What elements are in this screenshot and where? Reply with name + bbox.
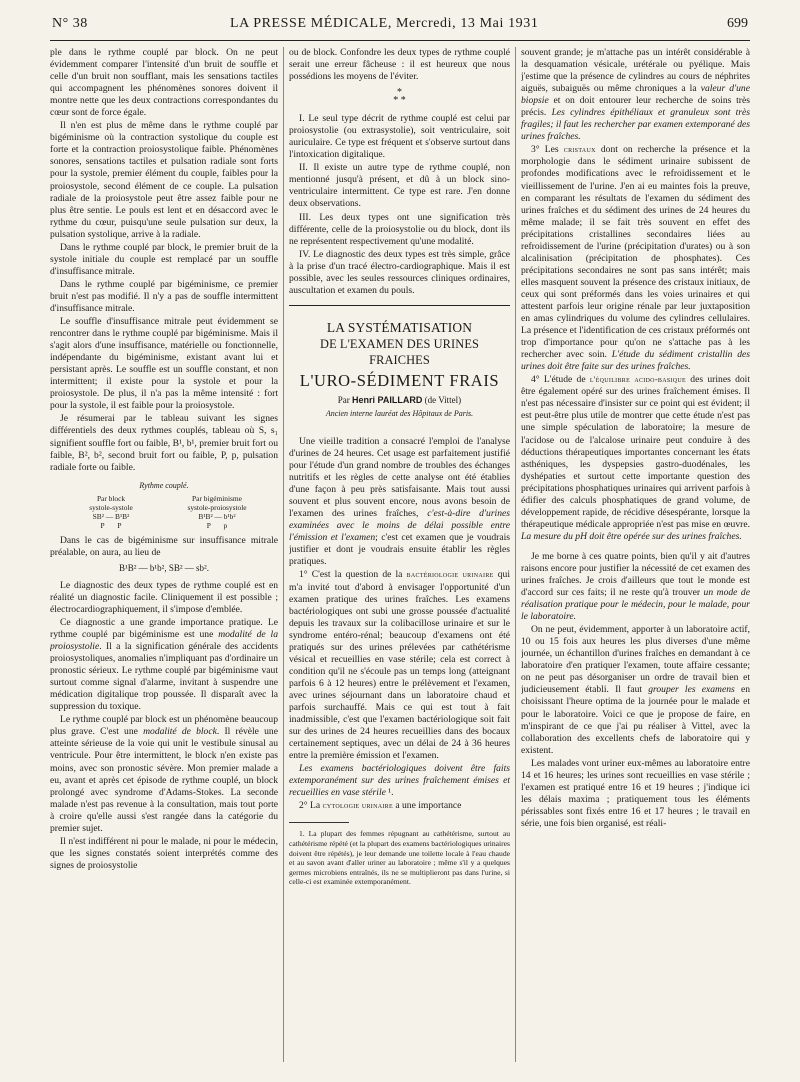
spacer: [521, 543, 750, 551]
paragraph: [289, 436, 510, 569]
table-head: Par bigéminisme: [192, 493, 242, 503]
table-head: Par block: [96, 493, 126, 503]
text-run: Ce diagnostic a une grande importance pratique. Le rythme couplé par bigéminisme est une: [50, 616, 278, 641]
text-run: 3° Les: [531, 144, 564, 156]
small-caps-term: bactériologie urinaire: [406, 570, 494, 580]
emphasis: c'est-à-dire d'urines examinées avec le moins de délai possible entre l'émission et l'examen: [289, 508, 510, 544]
page-header: [50, 14, 750, 41]
text-run: des urines doit être également opéré sur des urines fraîchement émises. Il n'est pas nécessaire d'insister sur ce point qui est évident; il est peut-être plus utile de montrer que cette étude n'est pas une simple spéculation de laboratoire; la mesure de l'acidose ou de l'alcalose urinaire peut conduire à des déductions thérapeutiques importantes concernant les états asthéniques, les dyspepsies gastro-duodénales, les dyshépaties et surtout cette importante question des précipitations phosphatiques urinaires qui arrivent parfois à édifier des calculs phosphatiques de grand volume, de développement rapide, de récidive désespérante, lorsque la thérapeutique médicale appropriée n'est pas mise en œuvre.: [521, 374, 750, 530]
emphasis: modalité de la proiosystolie: [50, 629, 278, 653]
article-subtitle: L'URO-SÉDIMENT FRAIS: [299, 370, 500, 390]
footnote-ref: ¹.: [385, 787, 394, 799]
small-caps-term: cristaux: [563, 145, 596, 155]
journal-title: LA PRESSE MÉDICALE, Mercredi, 13 Mai 1931: [230, 16, 539, 31]
text-run: a une importance: [392, 800, 462, 812]
text-columns: [50, 47, 750, 1067]
column-right: [521, 47, 750, 1067]
paragraph: Il n'en est plus de même dans le rythme couplé par bigéminisme où la contraction systolique du couple est forte et la contraction proiosystolique faible. Phénomènes sonores, sensations tactiles et pulsation radiale sont forts pour la systole, premier élément du couple, faibles pour la proiosystole, second élément de ce couple. La pulsation radiale de la proiosystole peut être assez faible pour ne plus être sentie. Le pouls est lent et en désaccord avec le rythme du cœur, puisqu'une seule pulsation sur deux, la pulsation systolique, arrive à la radiale.: [50, 120, 278, 240]
paragraph: ple dans le rythme couplé par block. On ne peut évidemment comparer l'intensité d'un bruit de souffle et celle d'un bruit non soufflant, mais les sensations tactiles qui accompagnent les phénomènes sonores doivent il montre nette que les deux contractions correspondantes du cœur sont de force égale.: [50, 47, 278, 119]
byline-prefix: Par: [337, 394, 353, 405]
table-column-bigeminisme: [164, 494, 270, 530]
text-run: 2° La: [299, 800, 323, 812]
paragraph: [289, 569, 510, 762]
emphasis: valeur d'une biopsie: [521, 83, 750, 107]
emphasis: La mesure du pH doit être opérée sur des urines fraîches.: [521, 530, 742, 542]
footnote-rule: [289, 822, 349, 823]
text-run: qui m'a invité tout d'abord à envisager l'opportunité d'un examen pratique des urines fraîches. Les examens bactériologiques ont subi une grosse poussée d'actualité depuis les travaux sur la colibacillose urinaire et sur le syndrome entéro-rénal; beaucoup d'examens ont été pratiqués sur des urines prélevées par cathétérisme vésical et recueillies en vase stérile; cela est correct à condition qu'il ne s'écoule pas un temps long (atteignant parfois 6 à 12 heures) entre le prélèvement et l'examen, avec urines séjournant dans un laboratoire chaud et parfois surchauffé. Mais ce qui est tout à fait inadmissible, c'est que l'examen bactériologique soit fait sur des urines de 24 heures recueillies dans des bocaux certainement septiques, avec un délai de 24 à 36 heures entre la première émission et l'examen.: [289, 569, 510, 762]
table-subhead: systole-proiosystole: [187, 502, 247, 512]
paragraph: Le diagnostic des deux types de rythme couplé est en réalité un diagnostic facile. Cliniquement il est possible ; électrocardiographiquement, il s'impose d'emblée.: [50, 579, 278, 615]
table-cell: P p: [206, 520, 228, 530]
conclusion-item: II. Il existe un autre type de rythme couplé, non mentionné jusqu'à présent, et dû à un block sino-ventriculaire intermittent. Ce type est rare. J'en donne deux observations.: [289, 162, 510, 210]
text-run: 4° L'étude de: [531, 374, 590, 386]
section-separator: [289, 89, 510, 105]
text-run: Je me borne à ces quatre points, bien qu'il y ait d'autres raisons encore pour justifier la nécessité de cet examen des urines fraîches. Je crois d'ailleurs que tout le monde est d'accord sur ces faits; il ne reste qu'à trouver: [521, 550, 750, 599]
paragraph: Les malades vont uriner eux-mêmes au laboratoire entre 14 et 16 heures; les urines sont recueillies en vase stérile ; l'examen est pratiqué entre 16 et 19 heures ; j'indique ici les délais maxima ; pratiquement tous les éléments périssables sont fixés entre 16 et 17 heures ; le travail en série, une fois bien organisé, est réali-: [521, 757, 750, 829]
paragraph: [521, 144, 750, 373]
paragraph: Le souffle d'insuffisance mitrale peut évidemment se rencontrer dans le rythme couplé par bigéminisme. Mais il s'agit alors d'une insuffisance, matérielle ou fonctionnelle, indépendante du bigéminisme, existant avant lui et persistant après. Le souffle est un souffle constant, et non intermittent; il existe pour la systole et pour la proiosystole. De plus, il n'a pas la même intensité : fort pour la systole, il est faible pour la proiosystole.: [50, 316, 278, 412]
newspaper-page: [50, 14, 750, 1074]
paragraph: [289, 800, 510, 812]
paragraph: [521, 47, 750, 143]
article-heading: [289, 305, 510, 420]
column-divider: [515, 47, 516, 1062]
text-run: en choisissant l'heure optima de la journée pour le malade et pour le laboratoire. Voici ce que je propose de faire, en m'inspirant de ce que j'ai pu réaliser à Vittel, avec la collaboration des excellents chefs de laboratoire qui y existent.: [521, 684, 750, 756]
author-affiliation: Ancien interne lauréat des Hôpitaux de Paris.: [325, 408, 474, 418]
footnote: 1. La plupart des femmes répugnant au cathétérisme, surtout au cathétérisme répété (et la plupart des examens bactériologiques urinaires doivent être répétés), je leur demande une toilette locale à l'eau chaude et au savon avant d'aller uriner au laboratoire ; même s'il y a quelques germes microbiens entraînés, ils ne se multiplieront pas dans l'urine, si celle-ci est examinée extemporanément.: [289, 829, 510, 887]
emphasis: L'étude du sédiment cristallin des urines doit être faite sur des urines fraîches.: [521, 349, 750, 373]
table-title: Rythme couplé.: [139, 480, 189, 490]
star-mark: *: [397, 87, 402, 99]
byline-place: (de Vittel): [422, 394, 462, 405]
column-divider: [283, 47, 284, 1062]
emphasis: un mode de réalisation pratique pour le médecin, pour le malade, pour le laboratoire.: [521, 587, 750, 623]
star-mark: * *: [393, 95, 406, 107]
text-run: et on doit entourer leur recherche de soins très précis.: [521, 95, 750, 119]
text-run: . Il a la signification générale des accidents proiosystoliques, anomalies n'impliquant pas d'ordinaire un pronostic sérieux. Le rythme couplé par bigéminisme vaut surtout comme signal d'alarme, invitant à suspendre une médication digitalique trop poussée. Il disparaît avec la suppression du toxique.: [50, 641, 278, 713]
small-caps-term: cytologie urinaire: [322, 801, 393, 811]
paragraph: Dans le rythme couplé par block, le premier bruit de la systole initiale du couple est remplacé par un souffle d'insuffisance mitrale.: [50, 241, 278, 277]
byline: [289, 394, 510, 406]
conclusion-item: I. Le seul type décrit de rythme couplé est celui par proiosystolie (ou extrasystolie), soit ventriculaire, soit auriculaire. Ce type est fréquent et s'observe surtout dans l'intoxication digitalique.: [289, 113, 510, 161]
column-middle: [289, 47, 510, 1067]
table-subhead: systole-systole: [89, 502, 133, 512]
text-run: souvent grande; je m'attache pas un intérêt considérable à la desquamation vésicale, urétérale ou pyélique. Mais j'estime que la présence de cylindres au cours de néphrites aiguës, subaiguës ou même chroniques a la: [521, 47, 750, 95]
text-run: dont on recherche la présence et la morphologie dans le sédiment urinaire subissent de profondes modifications avec le refroidissement et le vieillissement de l'urine. J'en ai eu maintes fois la preuve, en comparant les résultats de l'examen du sédiment des urines fraîches et du sédiment des urines de 24 heures du même malade; il se fait très souvent en effet des précipitations cristallines secondaires liées au refroidissement de l'urine (précipitation d'urates) ou à son alcalinisation (précipitation de phosphates). Ces précipitations secondaires ne sont pas sans intérêt; mais elles masquent souvent la présence des cristaux initiaux, de ceux qui sont préformés dans les voies urinaires et qui attestent parfois leur origine rénale par leur juxtaposition en amas cylindriques du volume des cylindres cellulaires. La présence et l'identification de ces cristaux préformés ont trop d'importance pour qu'on ne s'attache pas à les rechercher avec soin.: [521, 144, 750, 361]
text-run: Le rythme couplé par block est un phénomène beaucoup plus grave. C'est une: [50, 714, 278, 738]
paragraph: ou de block. Confondre les deux types de rythme couplé serait une erreur fâcheuse : il est heureux que nous possédions les moyens de l'éviter.: [289, 47, 510, 83]
paragraph: [289, 763, 510, 799]
paragraph: [50, 617, 278, 713]
paragraph: Dans le cas de bigéminisme sur insuffisance mitrale préalable, on aura, au lieu de: [50, 534, 278, 558]
paragraph: Dans le rythme couplé par bigéminisme, ce premier bruit n'est pas modifié. Il n'y a pas de souffle intermittent d'insuffisance mitrale.: [50, 278, 278, 314]
small-caps-term: l'équilibre acido-basique: [589, 375, 687, 385]
column-left: [50, 47, 278, 1067]
page-number: 699: [727, 16, 748, 31]
table-cell: B¹B² — b¹b²: [198, 511, 236, 521]
emphasis: grouper les examens: [648, 684, 735, 696]
conclusion-item: IV. Le diagnostic des deux types est très simple, grâce à la prise d'un tracé électro-cardiographique. Mais il est possible, avec les seules ressources cliniques ordinaires, auscultation et examen du pouls.: [289, 248, 510, 296]
text-run: . Il révèle une atteinte sérieuse de la voie qui unit le vestibule sinusal au ventricule. Pour être intermittent, le block n'en existe pas moins, avec son pronostic sévère. Mon premier malade a eu, avant et après cet épisode de rythme couplé, un block prolongé avec syndrome d'Adams-Stokes. La seconde malade n'est pas revenue à la consultation, mais tout porte à croire qu'elle aussi s'est rangée dans la catégorie du premier sujet.: [50, 726, 278, 834]
formula: B¹B² — b¹b², SB² — sb².: [119, 562, 209, 573]
paragraph: Il n'est indifférent ni pour le malade, ni pour le médecin, que les signes constatés soient interprétés comme des signes de proiosystolie: [50, 835, 278, 871]
paragraph: [50, 714, 278, 834]
table-cell: SB² — B¹B²: [92, 511, 130, 521]
text-run: Une vieille tradition a consacré l'emploi de l'analyse d'urines de 24 heures. Cet usage est parfaitement justifié pour l'étude d'un grand nombre de troubles des échanges nutritifs et les règles de cette analyse ont été établies d'une façon à peu près satisfaisante. Mais tout aussi souvent et plus souvent encore, nous avons besoin de l'examen des urines fraîches,: [289, 435, 510, 520]
rythme-table: [58, 494, 270, 530]
text-run: ; c'est cet examen que je voudrais justifier et dont je voudrais ensuite établir les règles pratiques.: [289, 532, 510, 568]
table-cell: P P: [100, 520, 122, 530]
author-name: Henri PAILLARD: [352, 394, 423, 405]
text-run: On ne peut, évidemment, apporter à un laboratoire actif, 10 ou 15 fois aux heures les plus diverses d'une même journée, un échantillon d'urines fraîches en demandant à ce laboratoire d'en pratiquer l'examen, toute affaire cessante; on ne peut pas désorganiser un ordre de travail bien et judicieusement établi. Il faut: [521, 624, 750, 696]
paragraph: Je résumerai par le tableau suivant les signes différentiels des deux rythmes couplés, tableau où S, s₁ signifient souffle fort ou faible, B¹, b¹, premier bruit fort ou faible, B², b², second bruit fort ou faible, P, p, pulsation radiale forte ou faible.: [50, 413, 278, 473]
text-run: 1° C'est la question de la: [299, 569, 407, 581]
issue-number: N° 38: [52, 16, 88, 31]
emphasis: Les examens bactériologiques doivent être faits extemporanément sur des urines fraîchement émises et recueillies en vase stérile: [289, 763, 510, 799]
article-title-line2: DE L'EXAMEN DES URINES FRAICHES: [320, 336, 479, 367]
paragraph: [521, 374, 750, 543]
table-column-block: [58, 494, 164, 530]
article-title: LA SYSTÉMATISATION: [326, 319, 473, 335]
paragraph: [521, 551, 750, 623]
emphasis: modalité de block: [143, 726, 217, 738]
conclusion-item: III. Les deux types ont une signification très différente, celle de la proiosystolie ou du block, dont ils ne représentent respectivement qu'une modalité.: [289, 211, 510, 247]
paragraph: [521, 624, 750, 757]
emphasis: Les cylindres épithéliaux et granuleux sont très fragiles; il faut les rechercher par examen extemporané des urines fraîches.: [521, 107, 750, 143]
